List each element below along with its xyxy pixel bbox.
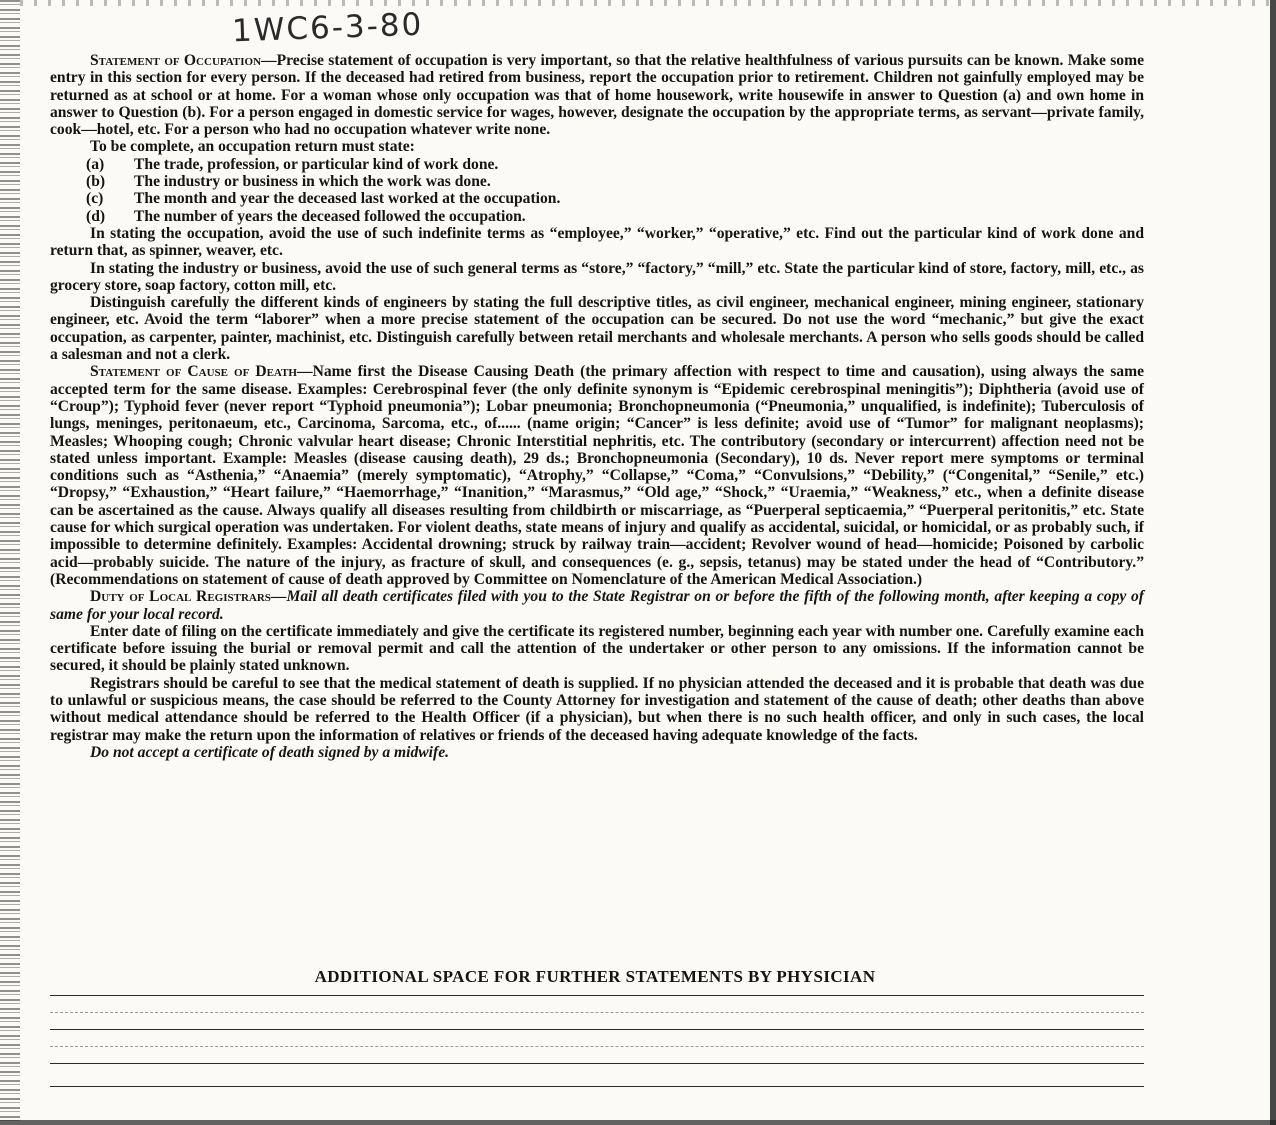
midwife-note [50,744,1144,761]
occupation-requirements-list [50,156,1144,225]
industry-terms-paragraph: In stating the industry or business, avoid the use of such general terms as “store,” “factory,” “mill,” etc. State the particular kind of store, factory, mill, etc., as grocery store, soap factory, cotton mill, etc. [50,259,1144,294]
list-item-label: (a) [86,155,105,173]
cause-of-death-paragraph [50,363,1144,588]
statement-line [50,1063,1144,1064]
list-item-label: (b) [86,173,106,191]
instructions-body [50,52,1144,761]
list-item [50,190,1144,207]
occupation-complete-lead: To be complete, an occupation return must state: [90,138,415,156]
scan-top-edge [20,0,1276,6]
midwife-note-text: Do not accept a certificate of death signed by a midwife. [90,743,450,761]
statement-line [50,1012,1144,1013]
statement-line [50,995,1144,996]
scan-left-edge [0,0,20,1125]
list-item [50,208,1144,225]
statement-line [50,1086,1144,1087]
list-item [50,156,1144,173]
occupation-heading: Statement of Occupation [90,52,262,69]
occupation-terms-paragraph: In stating the occupation, avoid the use of such indefinite terms as “employee,” “worker,” “operative,” etc. Find out the particular kind of work done and return that, as spinner, weaver, etc. [50,224,1144,260]
list-item-label: (c) [86,190,104,208]
filing-paragraph: Enter date of filing on the certificate immediately and give the certificate its registered number, beginning each year with number one. Carefully examine each certificate before issuing the burial or removal permit and call the attention of the undertaker or other person to any omissions. If the information cannot be secured, it should be plainly stated unknown. [50,622,1144,675]
occupation-paragraph [50,52,1144,138]
handwritten-note: 1WC6-3-80 [231,6,424,50]
list-item-text: The industry or business in which the work was done. [134,173,491,191]
additional-space-title: ADDITIONAL SPACE FOR FURTHER STATEMENTS BY PHYSICIAN [314,967,876,986]
scan-right-edge [1270,0,1276,1125]
cause-body: —Name first the Disease Causing Death (the primary affection with respect to time and causation), using always the same accepted term for the same disease. Examples: Cerebrospinal fever (the only definite synonym is “Epidemic cerebrospinal meningitis”); Diphtheria (avoid use of “Croup”); Typhoid fever (never report “Typhoid pneumonia”); Lobar pneumonia; Bronchopneumonia (“Pneumonia,” unqualified, is indefinite); Tuberculosis of lungs, meninges, peritonaeum, etc., Carcinoma, Sarcoma, etc., of...... (name origin; “Cancer” is less definite; avoid use of “Tumor” for malignant neoplasms); Measles; Whooping cough; Chronic valvular heart disease; Chronic Interstitial nephritis, etc. The contributory (secondary or intercurrent) affection need not be stated unless important. Example: Measles (disease causing death), 29 ds.; Bronchopneumonia (Secondary), 10 ds. Never report mere symptoms or terminal conditions such as “Asthenia,” “Anaemia” (merely symptomatic), “Atrophy,” “Collapse,” “Coma,” “Convulsions,” “Debility,” (“Congenital,” “Senile,” etc.) “Dropsy,” “Exhaustion,” “Heart failure,” “Haemorrhage,” “Inanition,” “Marasmus,” “Old age,” “Shock,” “Uraemia,” “Weakness,” etc., when a definite disease can be ascertained as the cause. Always qualify all diseases resulting from childbirth or miscarriage, as “Puerperal septicaemia,” “Puerperal peritonitis,” etc. State cause for which surgical operation was undertaken. For violent deaths, state means of injury and qualify as accidental, suicidal, or homicidal, or as probably such, if impossible to determine definitely. Examples: Accidental drowning; struck by railway train—accident; Revolver wound of head—homicide; Poisoned by carbolic acid—probably suicide. The nature of the injury, as fracture of skull, and consequences (e. g., sepsis, tetanus) may be stated under the head of “Contributory.” (Recommendations on statement of cause of death approved by Committee on Nomenclature of the American Medical Association.) [50,363,1144,588]
registrars-careful-paragraph: Registrars should be careful to see that the medical statement of death is supplied. If no physician attended the deceased and it is probable that death was due to unlawful or suspicious means, the case should be referred to the County Attorney for investigation and statement of the cause of death; other deaths than above without medical attendance should be referred to the Health Officer (if a physician), but when there is no such health officer, and only in such cases, the local registrar may make the return upon the information of relatives or friends of the deceased having adequate knowledge of the facts. [50,674,1144,744]
list-item-label: (d) [86,207,106,225]
registrars-paragraph [50,588,1144,623]
list-item-text: The number of years the deceased followed the occupation. [134,207,526,225]
registrars-body: —Mail all death certificates filed with you to the State Registrar on or before the fifth of the following month, after keeping a copy of same for your local record. [50,588,1144,623]
registrars-heading: Duty of Local Registrars [90,588,271,606]
list-item-text: The trade, profession, or particular kind of work done. [134,155,499,173]
statement-line [50,1046,1144,1047]
list-item [50,173,1144,190]
occupation-intro: —Precise statement of occupation is very important, so that the relative healthfulness of various pursuits can be known. Make some entry in this section for every person. If the deceased had retired from business, report the occupation prior to retirement. Children not gainfully employed may be returned as at school or at home. For a woman whose only occupation was that of home housework, write housewife in answer to Question (a) and own home in answer to Question (b). For a person engaged in domestic service for wages, however, designate the occupation by the appropriate terms, as servant—private family, cook—hotel, etc. For a person who had no occupation whatever write none. [50,52,1144,139]
scan-bottom-edge [0,1120,1276,1125]
list-item-text: The month and year the deceased last worked at the occupation. [134,190,561,208]
cause-heading: Statement of Cause of Death [90,363,297,381]
statement-line [50,1029,1144,1030]
engineers-paragraph: Distinguish carefully the different kinds of engineers by stating the full descriptive titles, as civil engineer, mechanical engineer, mining engineer, stationary engineer, etc. Avoid the term “laborer” when a more precise statement of the occupation can be secured. Do not use the word “mechanic,” but give the exact occupation, as carpenter, painter, machinist, etc. Distinguish carefully between retail merchants and wholesale merchants. A person who sells goods should be called a salesman and not a clerk. [50,294,1144,364]
